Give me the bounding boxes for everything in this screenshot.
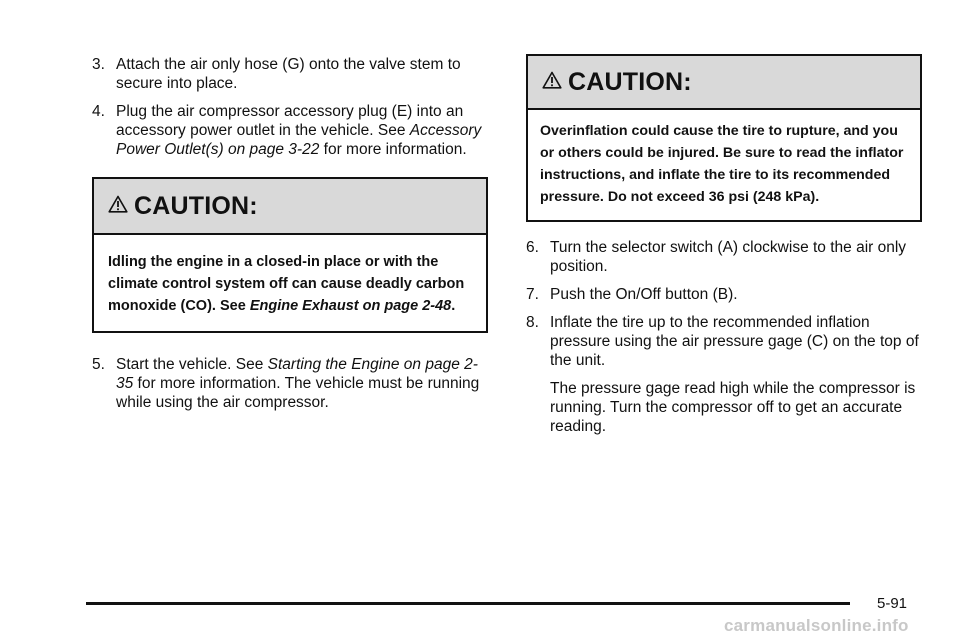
caution-box-exhaust — [92, 177, 488, 333]
step-note: The pressure gage read high while the compressor is running. Turn the compressor off to get an accurate reading. — [550, 380, 916, 435]
step-text-part: for more information. The vehicle must be running while using the air compressor. — [116, 375, 480, 411]
caution-text: Idling the engine in a closed-in place or with the climate control system off can cause deadly carbon monoxide (CO). See — [108, 254, 465, 314]
caution-title: CAUTION: — [568, 67, 692, 96]
left-column — [92, 46, 488, 421]
step-text — [116, 102, 488, 159]
step-text: Push the On/Off button (B). — [550, 286, 738, 303]
step-text: Inflate the tire up to the recommended inflation pressure using the air pressure gage (C) on the top of the unit. — [550, 314, 919, 369]
step-text: Attach the air only hose (G) onto the valve stem to secure into place. — [116, 56, 461, 92]
step-8 — [526, 313, 922, 436]
cross-reference-link[interactable]: Accessory Power Outlet(s) on page 3-22 — [116, 122, 482, 158]
step-number: 3. — [92, 56, 105, 73]
caution-box-overinflation — [526, 54, 922, 222]
step-6 — [526, 238, 922, 276]
caution-title: CAUTION: — [134, 191, 258, 220]
warning-triangle-icon — [108, 195, 128, 213]
step-number: 6. — [526, 239, 539, 256]
step-number: 5. — [92, 356, 105, 373]
step-text-part: Plug the air compressor accessory plug (E) into an accessory power outlet in the vehicle. See — [116, 103, 464, 139]
caution-body: Overinflation could cause the tire to rupture, and you or others could be injured. Be sure to read the inflator instructions, and inflate the tire to its recommended pressure. Do not exceed 36 psi (248 kPa). — [540, 123, 904, 205]
caution-header — [94, 179, 486, 235]
step-text: Turn the selector switch (A) clockwise to the air only position. — [550, 239, 907, 275]
step-number: 7. — [526, 286, 539, 303]
step-4 — [92, 102, 488, 159]
step-text-part: for more information. — [319, 141, 467, 158]
cross-reference-link[interactable]: Starting the Engine on page 2-35 — [116, 356, 478, 392]
step-3 — [92, 55, 488, 93]
step-5 — [92, 355, 488, 412]
step-text — [116, 355, 488, 412]
cross-reference-link[interactable]: Engine Exhaust on page 2-48 — [249, 298, 452, 314]
warning-triangle-icon — [542, 71, 562, 89]
caution-text: . — [451, 298, 456, 314]
watermark: carmanualsonline.info — [724, 616, 909, 635]
page-number: 5-91 — [877, 595, 908, 612]
step-number: 8. — [526, 314, 539, 331]
caution-body — [94, 235, 486, 331]
right-column — [526, 54, 922, 445]
step-7 — [526, 285, 922, 304]
step-text-part: Start the vehicle. See — [116, 356, 268, 373]
caution-header — [528, 56, 920, 110]
step-number: 4. — [92, 103, 105, 120]
footer-rule — [86, 602, 850, 605]
